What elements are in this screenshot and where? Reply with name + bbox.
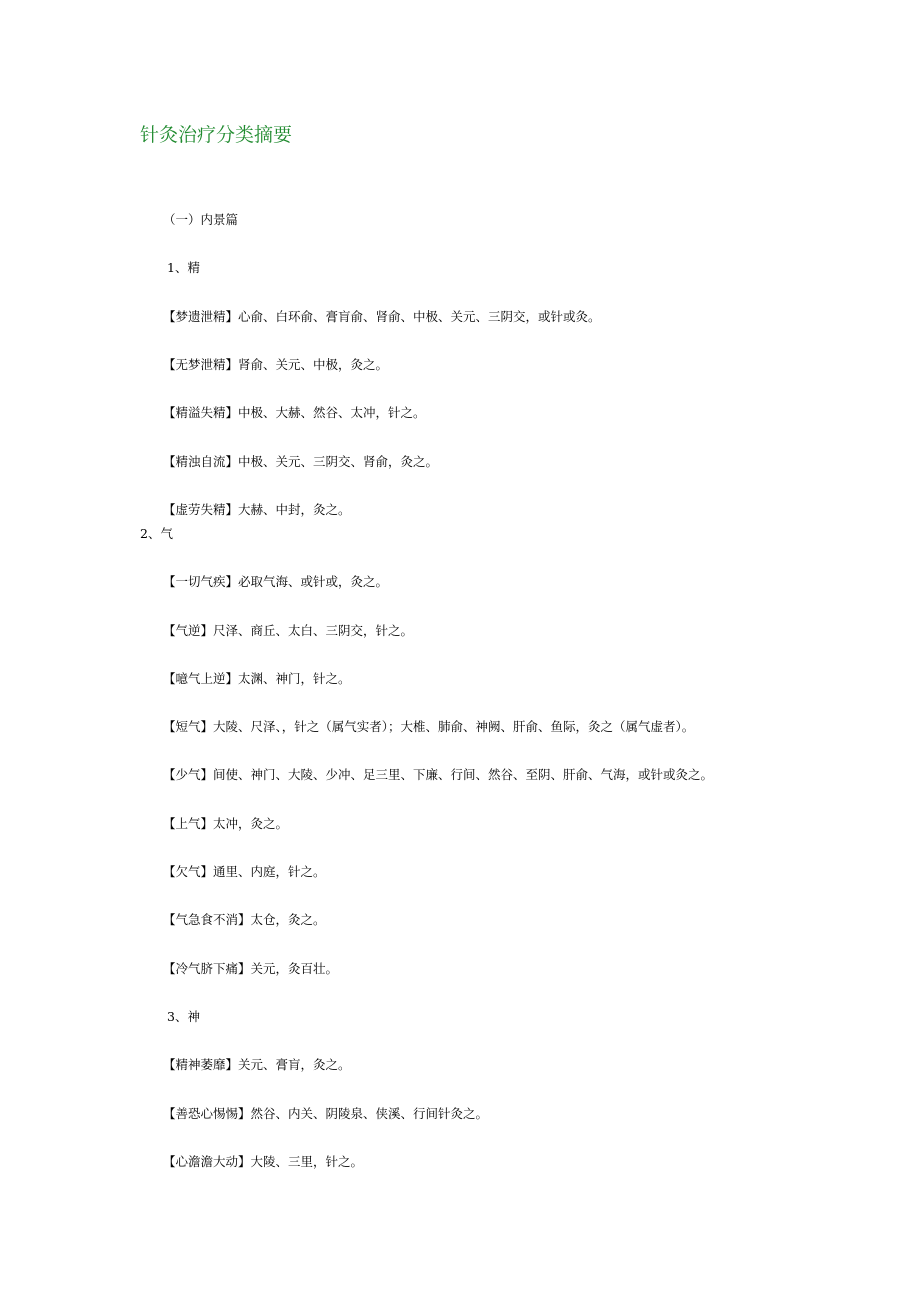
- entry-line: 【上气】太冲，灸之。: [163, 816, 289, 831]
- section-heading-spirit: 3、神: [167, 1009, 200, 1024]
- entry-line: 【梦遗泄精】心俞、白环俞、膏肓俞、肾俞、中极、关元、三阴交，或针或灸。: [163, 309, 601, 324]
- entry-line: 【气急食不消】太仓，灸之。: [163, 912, 326, 927]
- entry-line: 【短气】大陵、尺泽、，针之（属气实者）；大椎、肺俞、神阙、肝俞、鱼际，灸之（属气虚者）。: [163, 719, 695, 734]
- entry-line: 【噫气上逆】太渊、神门，针之。: [163, 671, 351, 686]
- entry-line: 【虚劳失精】大赫、中封，灸之。: [163, 502, 351, 517]
- entry-line: 【无梦泄精】肾俞、关元、中极，灸之。: [163, 357, 389, 372]
- section-heading-qi: 2、气: [140, 526, 173, 541]
- section-heading-essence: 1、精: [167, 260, 200, 275]
- document-title: 针灸治疗分类摘要: [140, 124, 293, 146]
- entry-line: 【一切气疾】必取气海、或针或，灸之。: [163, 574, 389, 589]
- entry-line: 【心澹澹大动】大陵、三里，针之。: [163, 1154, 364, 1169]
- entry-line: 【精溢失精】中极、大赫、然谷、太冲，针之。: [163, 405, 426, 420]
- entry-line: 【精神萎靡】关元、膏肓，灸之。: [163, 1057, 351, 1072]
- part-heading: （一）内景篇: [163, 212, 239, 227]
- entry-line: 【精浊自流】中极、关元、三阴交、肾俞，灸之。: [163, 454, 439, 469]
- entry-line: 【冷气脐下痛】关元，灸百壮。: [163, 961, 339, 976]
- entry-line: 【少气】间使、神门、大陵、少冲、足三里、下廉、行间、然谷、至阴、肝俞、气海，或针或灸之。: [163, 767, 714, 782]
- entry-line: 【欠气】通里、内庭，针之。: [163, 864, 326, 879]
- entry-line: 【气逆】尺泽、商丘、太白、三阴交，针之。: [163, 623, 414, 638]
- entry-line: 【善恐心惕惕】然谷、内关、阴陵泉、侠溪、行间针灸之。: [163, 1106, 489, 1121]
